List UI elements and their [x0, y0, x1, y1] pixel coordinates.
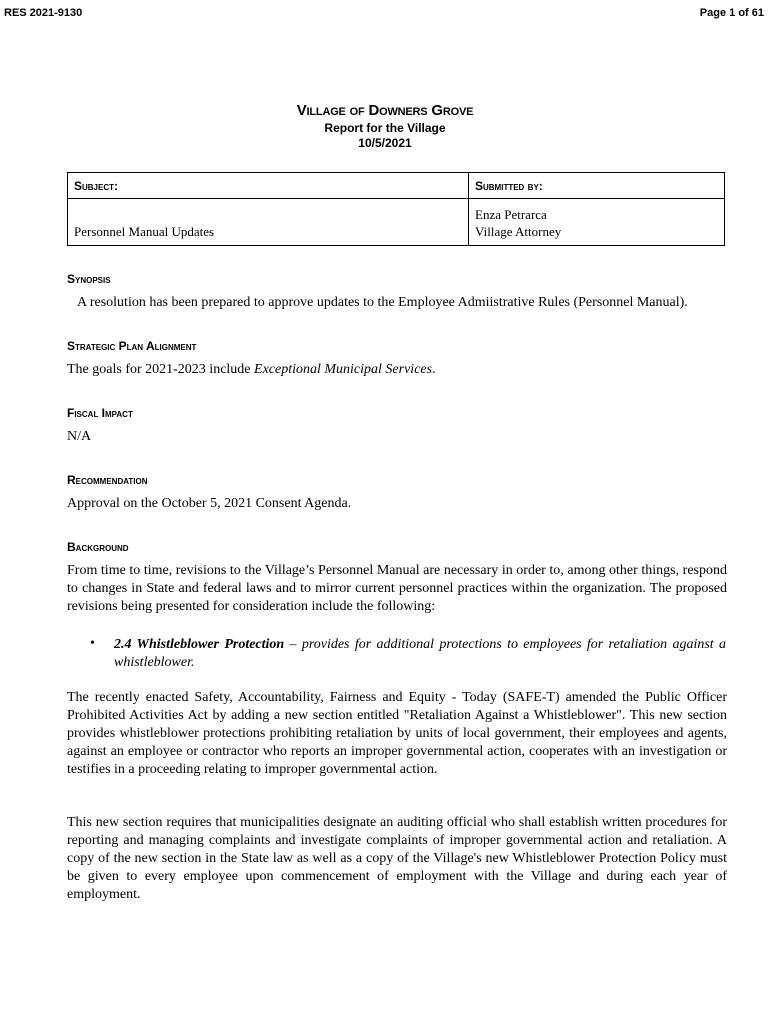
fiscal-heading: Fiscal Impact	[67, 406, 133, 420]
bullet-text	[114, 636, 726, 672]
submitter-title: Village Attorney	[475, 224, 562, 239]
submitter-name: Enza Petrarca	[475, 207, 547, 222]
synopsis-section	[67, 272, 727, 312]
subject-value: Personnel Manual Updates	[74, 224, 215, 239]
background-heading: Background	[67, 540, 129, 554]
fiscal-text: N/A	[67, 429, 92, 444]
subject-cell	[68, 199, 469, 246]
page-number: Page 1 of 61	[699, 7, 764, 19]
submitted-by-label: Submitted by:	[469, 173, 725, 199]
strategic-section	[67, 339, 727, 379]
synopsis-heading: Synopsis	[67, 272, 111, 286]
report-date: 10/5/2021	[358, 136, 412, 150]
background-paragraph-1: The recently enacted Safety, Accountability, Fairness and Equity - Today (SAFE-T) amended the Public Officer Prohibited Activities Act by adding a new section entitled "Retaliation Against a Whistleblower". This new section provides whistleblower protections prohibiting retaliation by units of local government, their employees and agents, against an employee or contractor who reports an improper governmental action, cooperates with an investigation or testifies in a proceeding relating to improper governmental action.	[67, 690, 727, 777]
strategic-goal: Exceptional Municipal Services	[254, 362, 433, 377]
list-item	[90, 636, 726, 672]
document-id: RES 2021-9130	[4, 7, 83, 19]
background-section	[67, 540, 727, 616]
bullet-description: – provides for additional protections to employees for retaliation against a whistleblower.	[114, 637, 726, 670]
strategic-text-prefix: The goals for 2021-2023 include	[67, 362, 255, 377]
strategic-heading: Strategic Plan Alignment	[67, 339, 197, 353]
subject-label: Subject:	[68, 173, 469, 199]
synopsis-text: A resolution has been prepared to approve updates to the Employee Admiistrative Rules (Personnel Manual).	[77, 295, 688, 310]
recommendation-section	[67, 473, 727, 513]
background-paragraph-2: This new section requires that municipalities designate an auditing official who shall establish written procedures for reporting and managing complaints and investigate complaints of improper governmental action and retaliation. A copy of the new section in the State law as well as a copy of the Village's new Whistleblower Protection Policy must be given to every employee upon commencement of employment with the Village and during each year of employment.	[67, 815, 727, 902]
title-block	[0, 102, 770, 150]
strategic-text	[67, 361, 727, 379]
recommendation-heading: Recommendation	[67, 473, 148, 487]
bullet-title: 2.4 Whistleblower Protection	[114, 637, 285, 652]
subject-table	[67, 172, 725, 246]
strategic-text-suffix: .	[432, 362, 436, 377]
bullet-marker: •	[90, 636, 95, 651]
background-intro: From time to time, revisions to the Village’s Personnel Manual are necessary in order to, among other things, respond to changes in State and federal laws and to mirror current personnel practices within the organization. The proposed revisions being presented for consideration include the following:	[67, 563, 727, 614]
fiscal-section	[67, 406, 727, 446]
submitted-by-cell	[469, 199, 725, 246]
report-subtitle: Report for the Village	[324, 121, 446, 135]
recommendation-text: Approval on the October 5, 2021 Consent Agenda.	[67, 496, 352, 511]
page-title: Village of Downers Grove	[296, 102, 474, 119]
